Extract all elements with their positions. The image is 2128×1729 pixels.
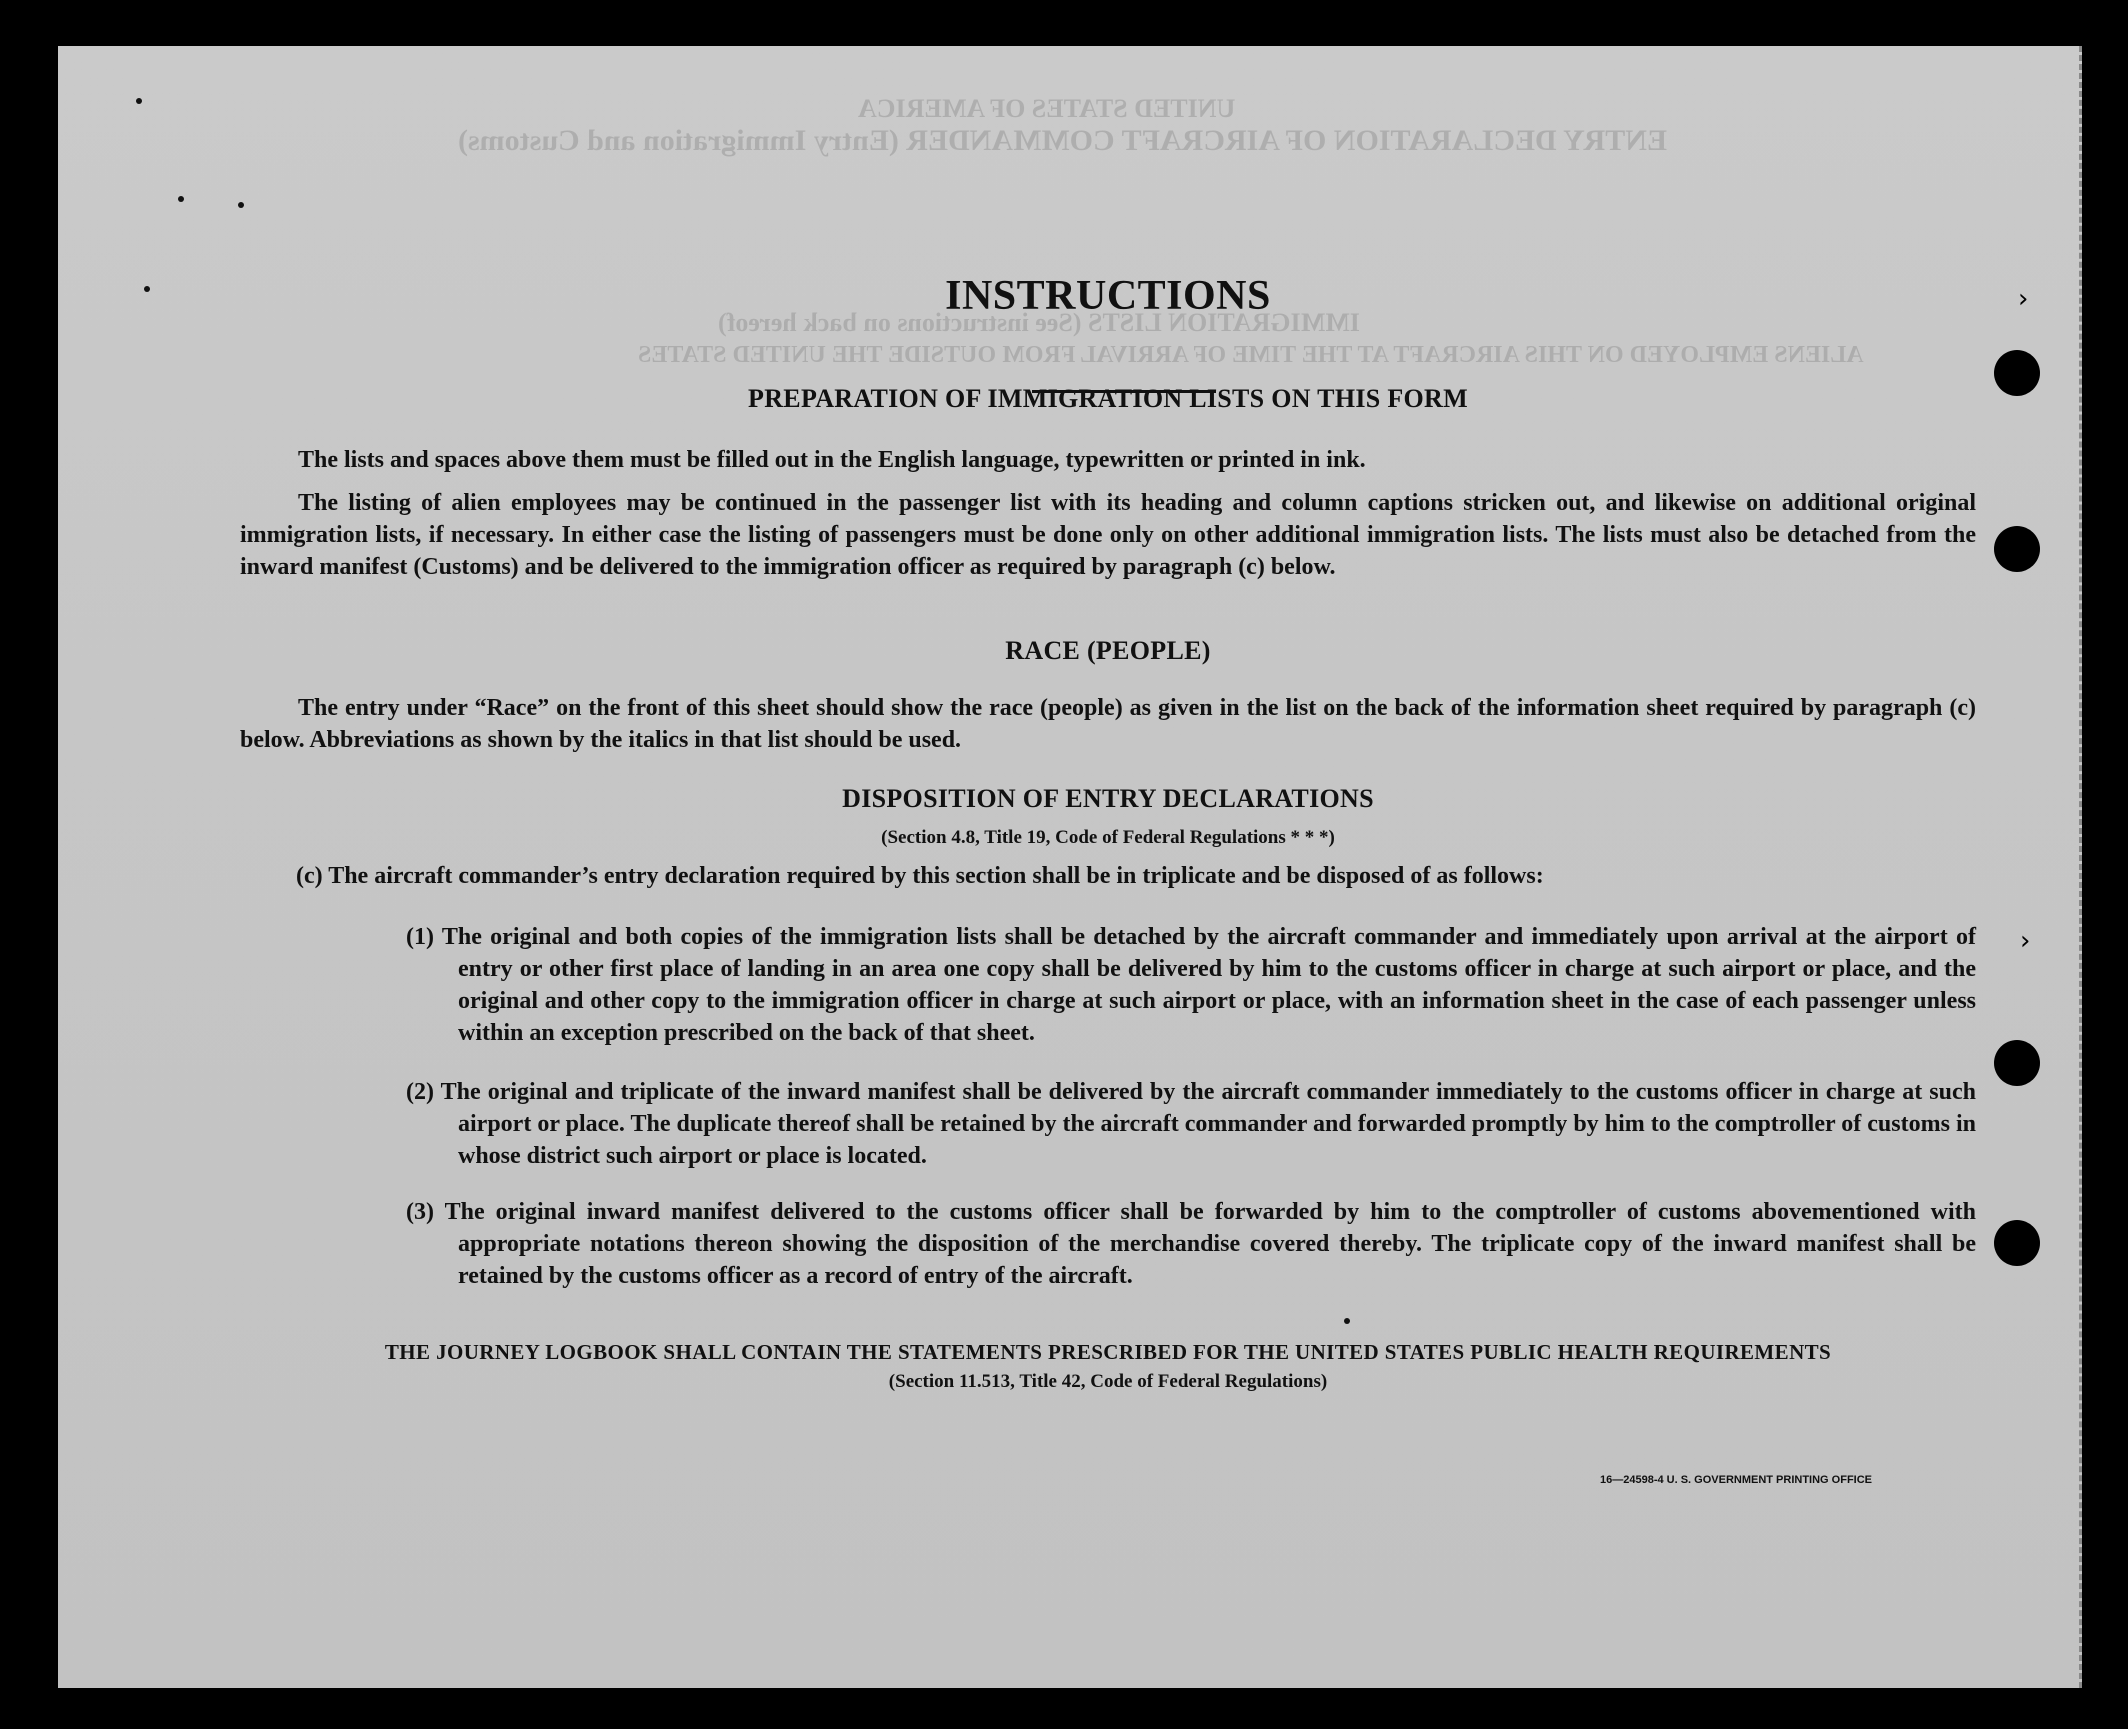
disposition-intro: (c) The aircraft commander’s entry declaration required by this section shall be in triplicate and be disposed of as follows: xyxy=(296,863,1544,889)
punch-hole xyxy=(1994,1040,2040,1086)
race-paragraph: The entry under “Race” on the front of this sheet should show the race (people) as given in the list on the back of the information sheet required by paragraph (c) below. Abbreviations as shown by the italics in that list should be used. xyxy=(240,695,1976,753)
disposition-item-1: (1) The original and both copies of the immigration lists shall be detached by the aircraft commander and immediately upon arrival at the airport of entry or other first place of landing in an area one copy shall be delivered by him to the customs officer in charge at such airport or place, and the original and other copy to the immigration officer in charge at such airport or place, with an information sheet in the case of each passenger unless within an exception prescribed on the back of that sheet. xyxy=(406,924,1976,1046)
disposition-heading: DISPOSITION OF ENTRY DECLARATIONS xyxy=(842,784,1374,813)
ink-speck xyxy=(1344,1318,1350,1324)
ink-speck xyxy=(144,286,150,292)
punch-hole xyxy=(1994,350,2040,396)
preparation-heading: PREPARATION OF IMMIGRATION LISTS ON THIS FORM xyxy=(748,384,1468,413)
disposition-item-2: (2) The original and triplicate of the inward manifest shall be delivered by the aircraft commander immediately to the customs officer in charge at such airport or place. The duplicate thereof shall be retained by the aircraft commander and forwarded promptly by him to the comptroller of customs in whose district such airport or place is located. xyxy=(406,1079,1976,1169)
public-health-statement: THE JOURNEY LOGBOOK SHALL CONTAIN THE STATEMENTS PRESCRIBED FOR THE UNITED STATES PUBLIC HEALTH REQUIREMENTS xyxy=(384,1340,1832,1364)
punch-hole xyxy=(1994,1220,2040,1266)
document-sheet xyxy=(58,46,2082,1688)
ink-speck xyxy=(178,196,184,202)
bleed-through-line-4: ALIENS EMPLOYED ON THIS AIRCRAFT AT THE TIME OF ARRIVAL FROM OUTSIDE THE UNITED STATES xyxy=(638,342,1864,368)
bleed-through-line-1: UNITED STATES OF AMERICA xyxy=(858,94,1236,123)
margin-arrow-icon: › xyxy=(2020,926,2031,956)
public-health-citation: (Section 11.513, Title 42, Code of Federal Regulations) xyxy=(888,1371,1328,1392)
preparation-paragraph-1: The lists and spaces above them must be filled out in the English language, typewritten or printed in ink. xyxy=(298,447,1366,473)
bleed-through-line-3: IMMIGRATION LISTS (See instructions on back hereof) xyxy=(718,308,1360,337)
race-heading: RACE (PEOPLE) xyxy=(1005,636,1211,665)
preparation-paragraph-2: The listing of alien employees may be continued in the passenger list with its heading and column captions stricken out, and likewise on additional original immigration lists, if necessary. In either case the listing of passengers must be done only on other additional immigration lists. The lists must also be detached from the inward manifest (Customs) and be delivered to the immigration officer as required by paragraph (c) below. xyxy=(240,490,1976,580)
disposition-item-3: (3) The original inward manifest delivered to the customs officer shall be forwarded by him to the comptroller of customs abovementioned with appropriate notations thereon showing the disposition of the merchandise covered thereby. The triplicate copy of the inward manifest shall be retained by the customs officer as a record of entry of the aircraft. xyxy=(406,1199,1976,1289)
bleed-through-line-2: ENTRY DECLARATION OF AIRCRAFT COMMANDER (Entry Immigration and Customs) xyxy=(458,124,1667,157)
ink-speck xyxy=(238,202,244,208)
ink-speck xyxy=(136,98,142,104)
punch-hole xyxy=(1994,526,2040,572)
printer-imprint: 16—24598-4 U. S. GOVERNMENT PRINTING OFFICE xyxy=(1600,1474,1873,1486)
disposition-citation: (Section 4.8, Title 19, Code of Federal Regulations * * *) xyxy=(881,827,1335,848)
margin-arrow-icon: › xyxy=(2018,284,2029,314)
page-title: INSTRUCTIONS xyxy=(945,273,1271,319)
